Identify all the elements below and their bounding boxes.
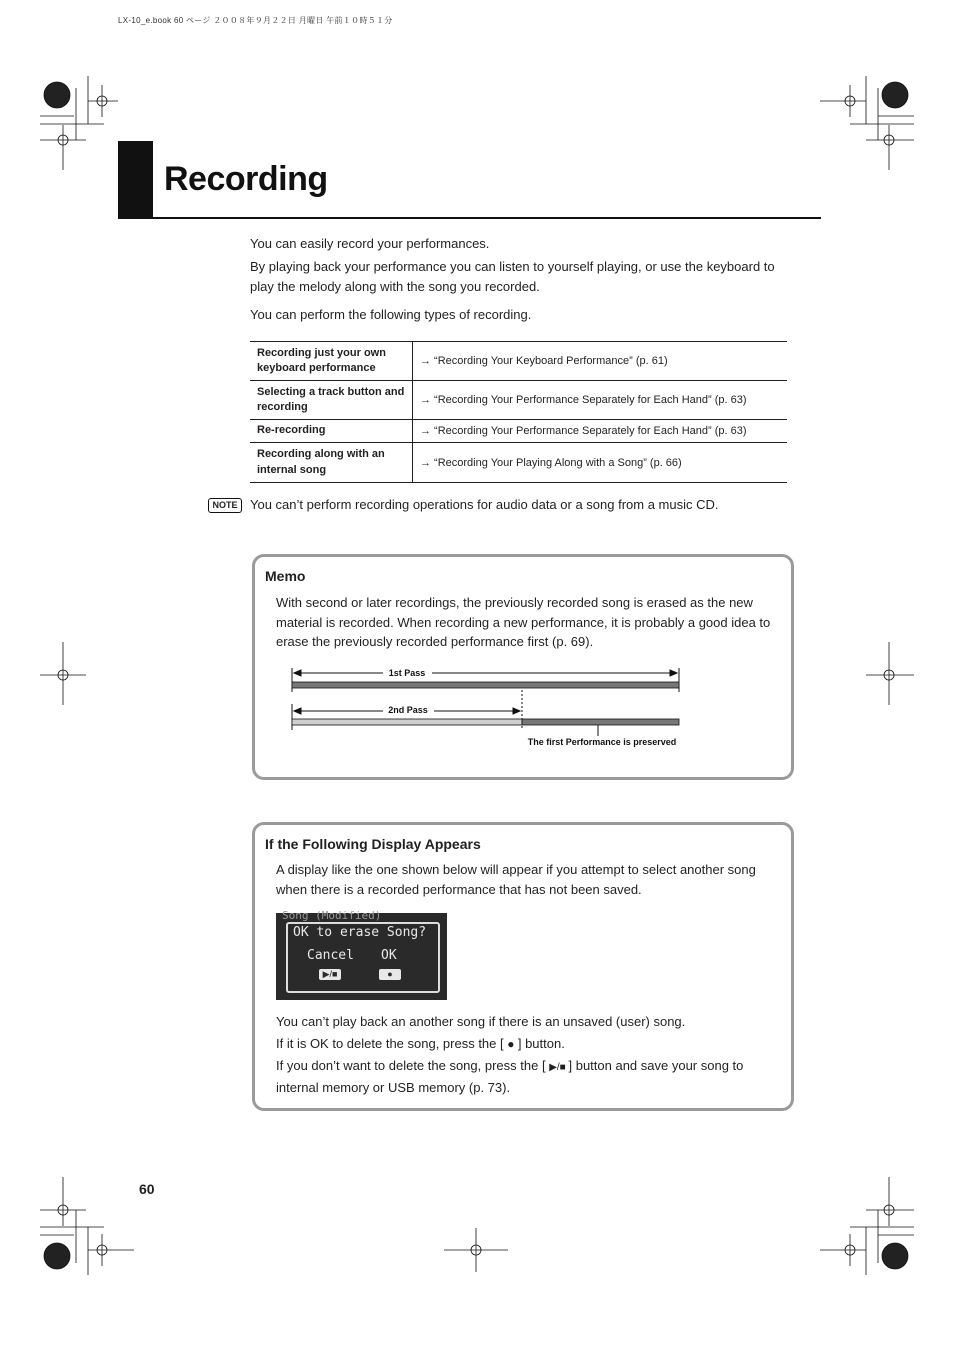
page-title: Recording [164, 160, 328, 198]
row-label: Recording along with an internal song [250, 443, 413, 483]
record-button-icon: ● [507, 1037, 518, 1051]
row-label: Re-recording [250, 420, 413, 443]
pass1-label: 1st Pass [388, 668, 426, 678]
display-paragraph-3 [276, 1056, 781, 1097]
display-paragraph-1: You can’t play back an another song if there is an unsaved (user) song. [276, 1014, 686, 1029]
file-info-line: LX-10_e.book 60 ページ ２００８年９月２２日 月曜日 午前１０時５１分 [118, 16, 393, 25]
p2-suffix: ] button. [517, 1036, 565, 1051]
row-reference: → “Recording Your Keyboard Performance” (p. 61) [413, 342, 788, 381]
memo-text: With second or later recordings, the previously recorded song is erased as the new material is recorded. When recording a new performance, it is probably a good idea to erase the previously recorded performance first (p. 69). [276, 595, 771, 649]
row-reference: → “Recording Your Performance Separately for Each Hand” (p. 63) [413, 381, 788, 420]
lcd-top-text: Song (Modified) [282, 909, 382, 922]
display-box-title: If the Following Display Appears [265, 836, 481, 852]
lcd-screenshot [276, 909, 447, 1000]
intro-paragraph-1: You can easily record your performances. [250, 236, 490, 251]
p2-prefix: If it is OK to delete the song, press the [ [276, 1036, 504, 1051]
p3-prefix: If you don’t want to delete the song, press the [ [276, 1058, 546, 1073]
row-reference: → “Recording Your Performance Separately for Each Hand” (p. 63) [413, 420, 788, 443]
intro-paragraph-3: You can perform the following types of recording. [250, 307, 532, 322]
lcd-cancel: Cancel [307, 948, 354, 963]
lcd-dialog [286, 922, 440, 993]
row-label: Recording just your own keyboard performance [250, 342, 413, 381]
display-paragraph-2 [276, 1034, 781, 1055]
page-number: 60 [139, 1181, 155, 1197]
intro-paragraph-2: By playing back your performance you can listen to yourself playing, or use the keyboard to play the melody along with the song you recorded. [250, 259, 775, 294]
preserved-label: The first Performance is preserved [527, 737, 677, 747]
display-box-text: A display like the one shown below will appear if you attempt to select another song when there is a recorded performance that has not been saved. [276, 862, 756, 897]
lcd-ok: OK [381, 948, 397, 963]
p3-suffix: ] button and save your song to internal memory or USB memory (p. 73). [276, 1058, 744, 1095]
play-stop-button-icon: ▶/■ [549, 1062, 569, 1073]
note-badge: NOTE [208, 498, 242, 513]
play-stop-key-icon: ▶/■ [319, 969, 341, 980]
pass2-label: 2nd Pass [388, 705, 428, 715]
memo-title: Memo [265, 568, 306, 584]
row-label: Selecting a track button and recording [250, 381, 413, 420]
row-reference: → “Recording Your Playing Along with a Song” (p. 66) [413, 443, 788, 483]
lcd-prompt: OK to erase Song? [293, 925, 427, 940]
record-key-icon: ● [379, 969, 401, 980]
note-text: You can’t perform recording operations for audio data or a song from a music CD. [250, 497, 719, 512]
